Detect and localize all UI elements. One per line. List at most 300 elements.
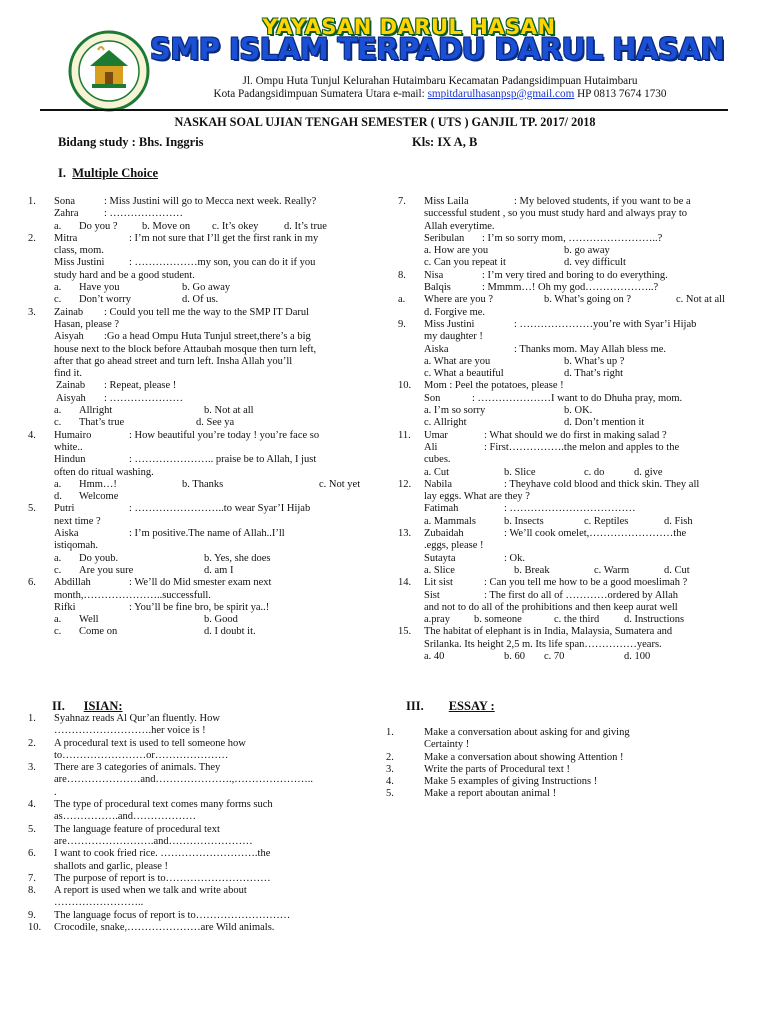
mc-right-text: b. someone [474, 614, 522, 626]
mc-left-line [24, 221, 370, 233]
mc-right-text: c. 70 [544, 650, 565, 662]
isian-text: 1. [28, 713, 36, 724]
mc-right-line [396, 553, 742, 565]
mc-right-text: Sutayta [424, 552, 456, 564]
mc-left-text: d. [54, 491, 62, 503]
mc-left-text: :Go a head Ompu Huta Tunjul street,there’s a big [104, 331, 311, 343]
mc-right-text: Ali [424, 441, 438, 453]
mc-right-text: : Ok. [504, 552, 525, 564]
mc-left-text: next time ? [54, 515, 101, 527]
isian-line [24, 836, 358, 848]
mc-right-text: : I’m so sorry mom, ……………………..? [482, 232, 663, 244]
mc-left-text: white.. [54, 441, 83, 453]
mc-left-line [24, 516, 370, 528]
essay-line [382, 752, 732, 764]
mc-left-text: Have you [79, 282, 120, 294]
mc-right-text: and not to do all of the prohibitions and then keep aurat well [424, 601, 678, 613]
isian-line [24, 848, 358, 860]
mc-left-line [24, 602, 370, 614]
mc-left-text: d. It’s true [284, 220, 327, 232]
isian-line [24, 799, 358, 811]
mc-right-text: : Theyhave cold blood and thick skin. They all [504, 478, 700, 490]
mc-right-text: my daughter ! [424, 331, 483, 343]
isian-line [24, 725, 358, 737]
mc-left-text: study hard and be a good student. [54, 269, 195, 281]
mc-left-line [24, 528, 370, 540]
isian-text: shallots and garlic, please ! [54, 860, 169, 872]
mc-right-line [396, 331, 742, 343]
mc-right-text: a. Mammals [424, 515, 476, 527]
mc-right-text: Allah everytime. [424, 220, 495, 232]
mc-right-text: c. the third [554, 614, 600, 626]
mc-left-line [24, 331, 370, 343]
mc-right-text: b. 60 [504, 650, 525, 662]
mc-left-line [24, 208, 370, 220]
mc-left-text: Miss Justini [54, 257, 105, 269]
mc-right-text: c. Not at all [676, 294, 725, 306]
essay-list [382, 727, 732, 801]
mc-left-text: : I’m not sure that I’ll get the first rank in my [129, 232, 319, 244]
mc-right-line [396, 626, 742, 638]
section-3-number: III. [406, 699, 424, 713]
mc-left-text: Abdillah [54, 577, 91, 589]
mc-left-text: Hmm…! [79, 478, 117, 490]
mc-right-text: 11. [398, 429, 411, 441]
essay-text: Make a conversation about asking for and giving [424, 727, 630, 738]
mc-left-line [24, 368, 370, 380]
email-link[interactable]: smpitdarulhasanpsp@gmail.com [427, 88, 575, 100]
mc-left-text: Mitra [54, 232, 78, 244]
address-line-1: Jl. Ompu Huta Tunjul Kelurahan Hutaimbaru Kecamatan Padangsidimpuan Hutaimbaru [242, 75, 638, 87]
mc-left-line [24, 307, 370, 319]
mc-left-text: : How beautiful you’re today ! you’re face so [129, 429, 320, 441]
essay-text: 5. [386, 788, 394, 800]
mc-left-text: 4. [28, 429, 36, 441]
mc-right-text: Mom : Peel the potatoes, please ! [424, 380, 564, 392]
mc-right-text: : My beloved students, if you want to be a [514, 196, 691, 207]
mc-left-text: b. Good [204, 614, 238, 626]
section-3-title: ESSAY : [448, 699, 495, 713]
mc-left-text: d. am I [204, 564, 234, 576]
mc-right-text: a. Cut [424, 466, 450, 478]
mc-right-line [396, 516, 742, 528]
mc-right-text: cubes. [424, 454, 451, 466]
mc-right-text: c. Warm [594, 564, 630, 576]
mc-left-text: Aisyah [56, 392, 86, 404]
section-1-title: Multiple Choice [72, 166, 159, 180]
isian-text: Syahnaz reads Al Qur’an fluently. How [54, 713, 220, 724]
mc-left-line [24, 540, 370, 552]
mc-left-text: Well [79, 614, 99, 626]
mc-right-text: b. Insects [504, 515, 544, 527]
mc-right-line [396, 245, 742, 257]
isian-text: to……………………or………………… [54, 749, 229, 761]
mc-right-text: Nisa [424, 269, 444, 281]
mc-right-text: lay eggs. What are they ? [424, 491, 530, 503]
isian-line [24, 922, 358, 934]
mc-right-text: Fatimah [424, 503, 459, 515]
mc-left-line [24, 442, 370, 454]
mc-left-text: Come on [79, 626, 118, 638]
mc-right-line [396, 602, 742, 614]
essay-text: 4. [386, 776, 394, 788]
essay-text: Write the parts of Procedural text ! [424, 763, 570, 775]
mc-right-text: b. Break [514, 564, 550, 576]
mc-left-text: Hasan, please ? [54, 318, 120, 330]
mc-right-text: a.pray [424, 614, 450, 626]
mc-left-text: Aisyah [54, 331, 84, 343]
mc-left-line [24, 344, 370, 356]
mc-left-text: b. Move on [142, 220, 191, 232]
mc-left-text: month,…………………..successfull. [54, 589, 211, 601]
mc-right-text: Umar [424, 429, 448, 441]
mc-left-text: find it. [54, 368, 82, 380]
mc-right-line [396, 356, 742, 368]
mc-left-line [24, 479, 370, 491]
mc-left-text: 3. [28, 306, 36, 318]
phone-number: HP 0813 7674 1730 [577, 88, 667, 100]
mc-left-text: b. Yes, she does [204, 552, 271, 564]
mc-right-text: : ……………………………… [504, 503, 636, 515]
mc-left-text: c. It’s okey [212, 220, 259, 232]
mc-left-text: Rifki [54, 601, 76, 613]
mc-right-text: Balqis [424, 282, 451, 294]
mc-right-line [396, 417, 742, 429]
mc-right-line [396, 393, 742, 405]
mc-right-text: d. Don’t mention it [564, 417, 645, 429]
mc-left-text: : You’ll be fine bro, be spirit ya..! [129, 601, 270, 613]
mc-right-line [396, 221, 742, 233]
mc-left-text: a. [54, 552, 62, 564]
isian-line [24, 738, 358, 750]
subject-label: Bidang study : Bhs. Inggris [58, 135, 204, 149]
mc-left-text: c. [54, 564, 62, 576]
mc-right-text: : First…………….the melon and apples to the [484, 441, 680, 453]
section-1-heading [58, 167, 158, 179]
section-2-title: ISIAN: [83, 699, 123, 713]
mc-left-text: Humairo [54, 429, 92, 441]
mc-right-text: .eggs, please ! [424, 540, 484, 552]
mc-right-text: Lit sist [424, 577, 453, 589]
isian-line [24, 811, 358, 823]
mc-left-text: : Miss Justini will go to Mecca next week. Really? [104, 196, 317, 207]
mc-right-line [396, 307, 742, 319]
mc-right-text: d. 100 [624, 650, 651, 662]
mc-left-text: : ………………… [104, 392, 184, 404]
essay-line [382, 788, 732, 800]
mc-right-text: a. I’m so sorry [424, 405, 486, 417]
mc-right-text: Son [424, 392, 441, 404]
mc-left-text: Zainab [54, 306, 84, 318]
mc-right-text: 14. [398, 577, 412, 589]
mc-right-line [396, 651, 742, 663]
mc-left-text: Putri [54, 503, 75, 515]
mc-right-text: 9. [398, 318, 406, 330]
mc-right-text: c. Allright [424, 417, 467, 429]
mc-left-line [24, 565, 370, 577]
mc-left-text: a. [54, 614, 62, 626]
mc-left-line [24, 294, 370, 306]
mc-right-text: : Can you tell me how to be a good moeslimah ? [484, 577, 688, 589]
mc-right-line [396, 208, 742, 220]
isian-text: . [54, 786, 57, 798]
mc-right-text: b. OK. [564, 405, 593, 417]
exam-title: NASKAH SOAL UJIAN TENGAH SEMESTER ( UTS ) GANJIL TP. 2017/ 2018 [174, 115, 596, 129]
isian-text: I want to cook fried rice. ……………………….the [54, 848, 271, 860]
mc-right-text: 10. [398, 380, 412, 392]
isian-text: …………………….. [54, 897, 144, 909]
mc-left-text: c. [54, 294, 62, 306]
mc-left-text: 6. [28, 577, 36, 589]
isian-line [24, 873, 358, 885]
mc-left-text: b. Thanks [182, 478, 224, 490]
essay-text: 3. [386, 763, 394, 775]
mc-left-text: Hindun [54, 454, 86, 466]
mc-left-text: a. [54, 405, 62, 417]
class-label: Kls: IX A, B [412, 135, 478, 149]
essay-text: 1. [386, 727, 394, 738]
mc-right-text: Sist [424, 589, 440, 601]
mc-right-text: : What should we do first in making salad ? [484, 429, 667, 441]
mc-left-line [24, 626, 370, 638]
mc-left-line [24, 270, 370, 282]
isian-text: The type of procedural text comes many forms such [54, 799, 273, 811]
mc-right-text: Where are you ? [424, 294, 494, 306]
mc-right-line [396, 282, 742, 294]
isian-text: 7. [28, 872, 36, 884]
isian-text: A procedural text is used to tell someone how [54, 737, 246, 749]
mc-left-text: 5. [28, 503, 36, 515]
mc-right-text: a. How are you [424, 245, 489, 257]
mc-left-text: Do you ? [79, 220, 118, 232]
mc-left-line [24, 491, 370, 503]
header-divider [40, 109, 728, 111]
mc-left-text: 1. [28, 196, 36, 207]
mc-left-line [24, 356, 370, 368]
mc-right-text: a. Slice [424, 564, 455, 576]
isian-line [24, 885, 358, 897]
essay-line [382, 727, 732, 739]
mc-right-line [396, 319, 742, 331]
mc-left-text: Are you sure [79, 564, 134, 576]
mc-right-text: : I’m very tired and boring to do everything. [482, 269, 668, 281]
mc-right-text: Aiska [424, 343, 449, 355]
mc-right-text: Nabila [424, 478, 452, 490]
isian-text: A report is used when we talk and write about [54, 885, 247, 897]
mc-right-text: Seribulan [424, 232, 465, 244]
mc-right-text: d. Cut [664, 564, 690, 576]
address-prefix: Kota Padangsidimpuan Sumatera Utara e-mail: [213, 88, 425, 100]
mc-left-text: : ………………….. praise be to Allah, I just [129, 454, 317, 466]
mc-right-line [396, 257, 742, 269]
isian-line [24, 750, 358, 762]
school-logo [68, 30, 150, 112]
mc-right-text: b. go away [564, 245, 610, 257]
essay-text: Certainty ! [424, 739, 470, 751]
isian-line [24, 910, 358, 922]
mc-right-text: b. What’s up ? [564, 355, 625, 367]
mc-left-text: b. Go away [182, 282, 231, 294]
mc-right-text: a. What are you [424, 355, 491, 367]
isian-text: are…………………….and…………………… [54, 835, 253, 847]
mc-left-line [24, 405, 370, 417]
mc-left-line [24, 454, 370, 466]
mc-right-line [396, 368, 742, 380]
mc-right-line [396, 454, 742, 466]
mc-left-line [24, 196, 370, 208]
isian-line [24, 861, 358, 873]
isian-text: as…………….and……………… [54, 811, 197, 823]
mc-left-text: : ……………………..to wear Syar’I Hijab [129, 503, 311, 515]
essay-line [382, 764, 732, 776]
mc-right-line [396, 467, 742, 479]
section-1-number: I. [58, 166, 66, 180]
isian-text: Crocodile, snake,…………………are Wild animals. [54, 922, 275, 934]
mc-right-line [396, 294, 742, 306]
mc-right-text: 7. [398, 196, 406, 207]
mc-right-text: c. Reptiles [584, 515, 629, 527]
mc-right-line [396, 491, 742, 503]
mc-left-text: Sona [54, 196, 75, 207]
mc-left-text: a. [54, 478, 62, 490]
isian-text: The language feature of procedural text [54, 823, 220, 835]
isian-line [24, 897, 358, 909]
mc-right-text: c. do [584, 466, 605, 478]
mc-right-text: : We’ll cook omelet,……………………the [504, 528, 687, 540]
mc-left-text: c. Not yet [319, 478, 361, 490]
mc-left-line [24, 319, 370, 331]
mc-left-text: : ………………… [104, 208, 184, 220]
mc-left-line [24, 614, 370, 626]
mc-left-text: d. I doubt it. [204, 626, 256, 638]
mc-right-text: b. Slice [504, 466, 536, 478]
isian-text: 9. [28, 909, 36, 921]
isian-text: 5. [28, 823, 36, 835]
mc-left-line [24, 257, 370, 269]
mc-left-text: house next to the block before Attaubah mosque then turn left, [54, 343, 317, 355]
mc-right-text: b. What’s going on ? [544, 294, 632, 306]
isian-text: 2. [28, 737, 36, 749]
isian-line [24, 774, 358, 786]
mc-left-line [24, 282, 370, 294]
mc-right-line [396, 479, 742, 491]
mc-left-text: c. [54, 417, 62, 429]
mc-right-text: : …………………I want to do Dhuha pray, mom. [472, 392, 683, 404]
mc-right-line [396, 614, 742, 626]
fill-in-list [24, 713, 358, 934]
mc-right-text: d. Forgive me. [424, 306, 486, 318]
foundation-name: YAYASAN DARUL HASAN [262, 15, 556, 39]
mc-left-line [24, 553, 370, 565]
mc-right-text: a. 40 [424, 650, 445, 662]
essay-text: Make a conversation about showing Attention ! [424, 751, 624, 763]
mc-left-text: : Could you tell me the way to the SMP IT Darul [104, 306, 310, 318]
mc-right-text: 13. [398, 528, 412, 540]
mc-right-line [396, 430, 742, 442]
isian-text: There are 3 categories of animals. They [54, 762, 221, 774]
mc-right-line [396, 270, 742, 282]
mc-right-line [396, 233, 742, 245]
mc-left-text: class, mom. [54, 245, 104, 257]
mc-right-line [396, 503, 742, 515]
isian-line [24, 824, 358, 836]
isian-text: ……………………….her voice is ! [54, 725, 206, 737]
mc-right-line [396, 565, 742, 577]
essay-text: 2. [386, 751, 394, 763]
mc-left-text: a. [54, 282, 62, 294]
school-name: SMP ISLAM TERPADU DARUL HASAN [150, 32, 725, 66]
mc-left-text: d. Of us. [182, 294, 219, 306]
isian-text: are…………………and………………….,………………….. [54, 774, 313, 786]
isian-text: 4. [28, 799, 36, 811]
mc-right-text: d. That’s right [564, 368, 624, 380]
section-3-heading [406, 700, 495, 712]
mc-right-text: : The first do all of …………ordered by Allah [484, 589, 679, 601]
mc-left-line [24, 393, 370, 405]
mc-left-text: That’s true [79, 417, 125, 429]
mc-left-text: after that go ahead street and turn left. Insha Allah you’ll [54, 355, 293, 367]
mc-right-text: Miss Justini [424, 318, 475, 330]
mc-left-text: Welcome [79, 491, 119, 503]
mc-left-line [24, 577, 370, 589]
mc-right-text: : Mmmm…! Oh my god………………..? [482, 282, 659, 294]
isian-line [24, 713, 358, 725]
mc-left-text: : We’ll do Mid smester exam next [129, 577, 272, 589]
mc-right-line [396, 380, 742, 392]
isian-line [24, 762, 358, 774]
isian-text: 3. [28, 762, 36, 774]
isian-text: 10. [28, 922, 42, 934]
multiple-choice-right [396, 196, 742, 663]
mc-right-text: : …………………you’re with Syar’i Hijab [514, 318, 697, 330]
essay-text: Make 5 examples of giving Instructions ! [424, 776, 598, 788]
mc-left-text: 2. [28, 232, 36, 244]
mc-left-text: Allright [79, 405, 113, 417]
mc-left-line [24, 503, 370, 515]
mc-left-text: : Repeat, please ! [104, 380, 177, 392]
mc-right-text: c. What a beautiful [424, 368, 504, 380]
mc-left-text: : I’m positive.The name of Allah..I’ll [129, 528, 285, 540]
mc-left-line [24, 233, 370, 245]
mc-right-text: 15. [398, 626, 412, 638]
mc-left-text: Don’t worry [79, 294, 132, 306]
isian-text: 6. [28, 848, 36, 860]
mc-left-line [24, 380, 370, 392]
isian-line [24, 787, 358, 799]
mc-right-text: successful student , so you must study hard and always pray to [424, 208, 688, 220]
mc-right-text: d. vey difficult [564, 257, 626, 269]
mc-left-text: d. See ya [196, 417, 235, 429]
mc-left-text: b. Not at all [204, 405, 254, 417]
mc-left-text: c. [54, 626, 62, 638]
mc-left-text: Do youb. [79, 552, 119, 564]
mc-right-text: The habitat of elephant is in India, Malaysia, Sumatera and [424, 626, 673, 638]
mc-right-text: d. Instructions [624, 614, 685, 626]
mc-right-text: d. give [634, 466, 663, 478]
mc-left-text: istiqomah. [54, 540, 99, 552]
multiple-choice-left [24, 196, 370, 639]
essay-text: Make a report aboutan animal ! [424, 788, 557, 800]
mc-left-text: often do ritual washing. [54, 466, 154, 478]
mc-right-text: 12. [398, 478, 412, 490]
mc-left-line [24, 467, 370, 479]
mc-right-line [396, 442, 742, 454]
isian-text: 8. [28, 885, 36, 897]
mc-right-line [396, 540, 742, 552]
mc-right-text: 8. [398, 269, 406, 281]
mc-left-line [24, 417, 370, 429]
mc-left-text: : ………………my son, you can do it if you [129, 257, 316, 269]
